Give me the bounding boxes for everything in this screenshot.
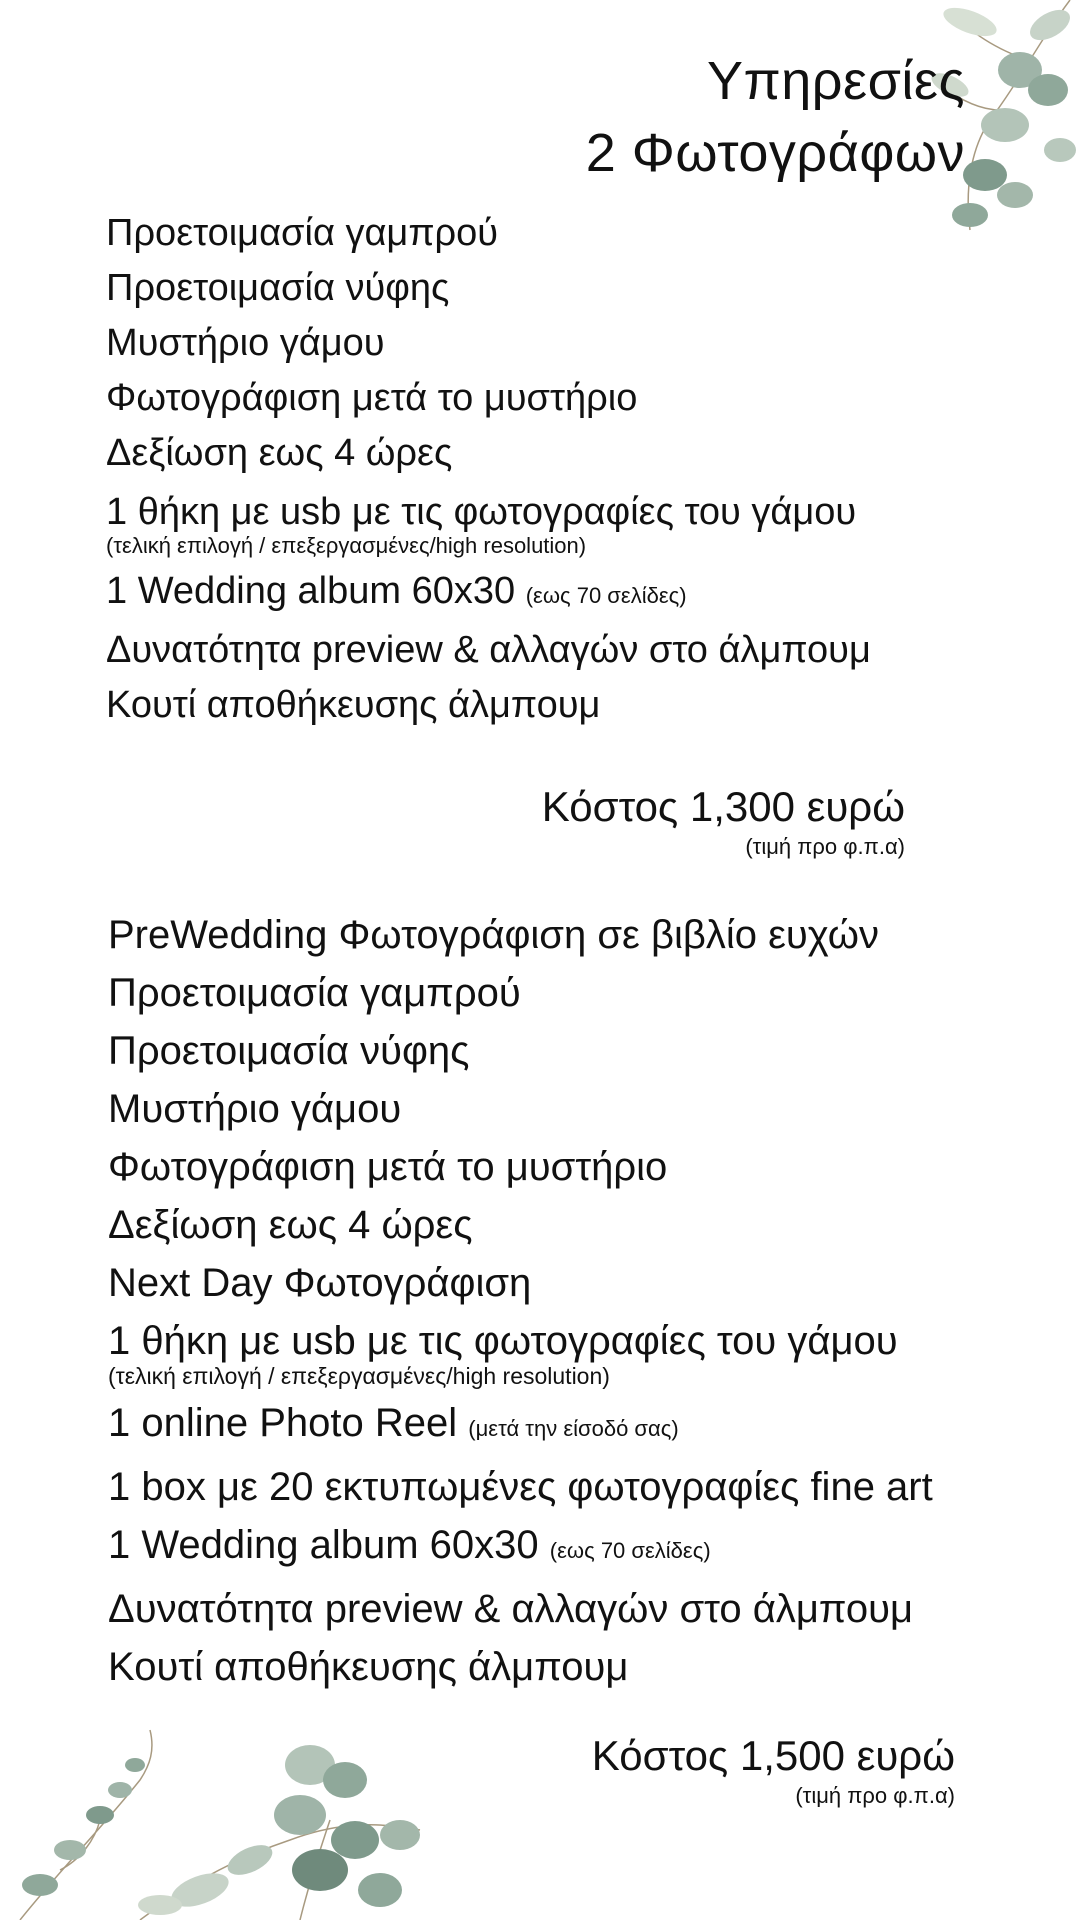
list-item: 1 box με 20 εκτυπωμένες φωτογραφίες fine art [108, 1465, 933, 1509]
title-line-1: Υπηρεσίες [706, 51, 965, 111]
list-item: Προετοιμασία νύφης [106, 267, 450, 309]
list-item: Μυστήριο γάμου [106, 322, 385, 364]
list-item: Φωτογράφιση μετά το μυστήριο [106, 377, 638, 419]
list-item: PreWedding Φωτογράφιση σε βιβλίο ευχών [108, 913, 879, 957]
list-item-subnote: (τελική επιλογή / επεξεργασμένες/high resolution) [108, 1363, 610, 1389]
eucalyptus-leaves-bottom-left-decoration [0, 1720, 450, 1920]
package-2-service-list [108, 906, 1008, 1696]
page-title [586, 45, 965, 189]
list-item: Κουτί αποθήκευσης άλμπουμ [108, 1645, 629, 1689]
price-vat-note: (τιμή προ φ.π.α) [745, 834, 905, 859]
list-item: Next Day Φωτογράφιση [108, 1261, 532, 1305]
list-item: 1 Wedding album 60x30 (εως 70 σελίδες) [106, 570, 687, 612]
list-item: 1 θήκη με usb με τις φωτογραφίες του γάμου [106, 491, 857, 533]
list-item: 1 θήκη με usb με τις φωτογραφίες του γάμου [108, 1319, 898, 1363]
list-item: Δεξίωση εως 4 ώρες [108, 1203, 473, 1247]
list-item-note: (εως 70 σελίδες) [525, 583, 687, 608]
list-item: Φωτογράφιση μετά το μυστήριο [108, 1145, 668, 1189]
list-item: Προετοιμασία γαμπρού [108, 971, 521, 1015]
list-item: Προετοιμασία νύφης [108, 1029, 470, 1073]
list-item: Δυνατότητα preview & αλλαγών στο άλμπουμ [106, 629, 871, 671]
list-item-note: (εως 70 σελίδες) [549, 1538, 711, 1563]
list-item-subnote: (τελική επιλογή / επεξεργασμένες/high resolution) [106, 533, 587, 558]
list-item: 1 Wedding album 60x30 (εως 70 σελίδες) [108, 1523, 711, 1567]
list-item: Δεξίωση εως 4 ώρες [106, 432, 453, 474]
list-item-note: (μετά την είσοδό σας) [468, 1416, 679, 1441]
list-item: Κουτί αποθήκευσης άλμπουμ [106, 684, 601, 726]
price-amount: Κόστος 1,500 ευρώ [591, 1732, 955, 1779]
package-2-price [592, 1731, 955, 1811]
package-1-price [542, 782, 905, 862]
package-1-service-list [106, 206, 1006, 733]
list-item: Δυνατότητα preview & αλλαγών στο άλμπουμ [108, 1587, 914, 1631]
title-line-2: 2 Φωτογράφων [585, 123, 965, 183]
list-item: 1 online Photo Reel (μετά την είσοδό σας) [108, 1401, 679, 1445]
list-item: Προετοιμασία γαμπρού [106, 212, 499, 254]
list-item: Μυστήριο γάμου [108, 1087, 402, 1131]
price-vat-note: (τιμή προ φ.π.α) [795, 1783, 955, 1808]
price-amount: Κόστος 1,300 ευρώ [541, 783, 905, 830]
